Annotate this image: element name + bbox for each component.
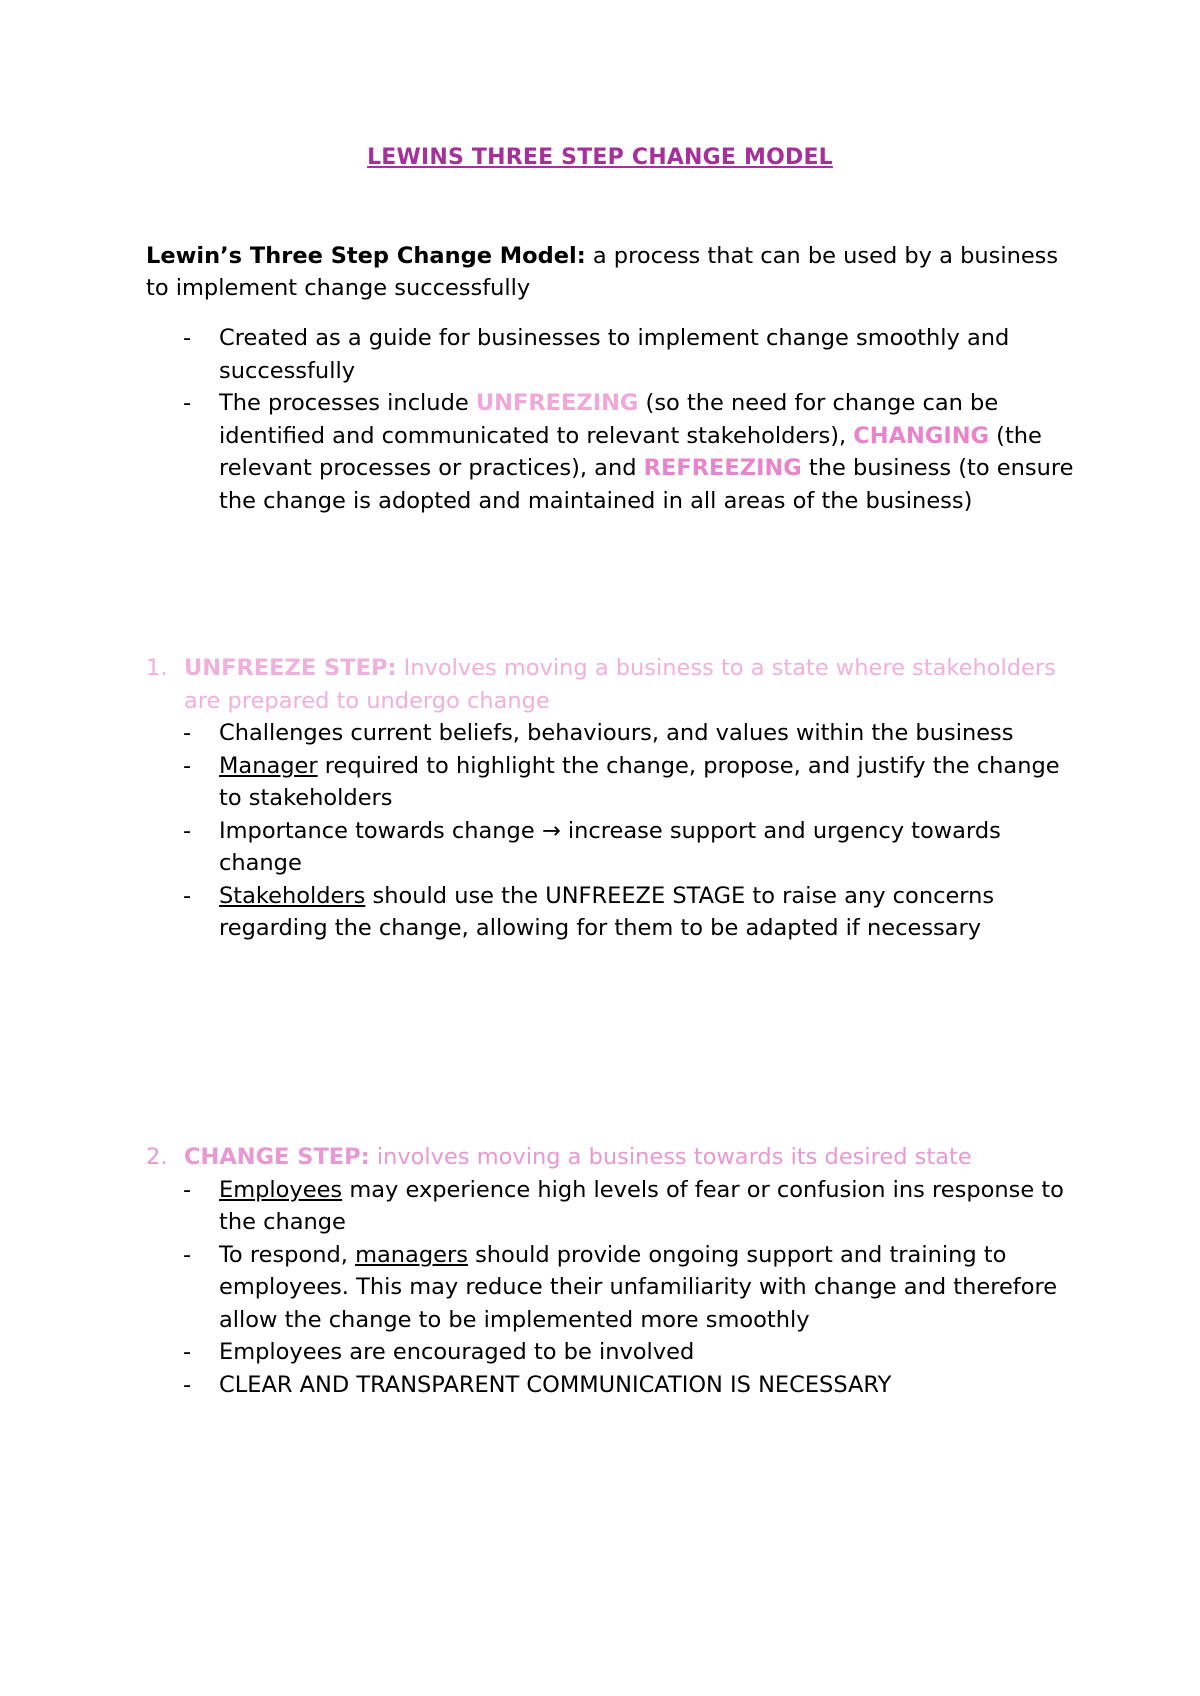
list-item-text: (so the need for change can be identified and communicated to relevant stakeholders), [219, 390, 999, 449]
step-number: 2. [146, 1144, 168, 1170]
list-item-text: Challenges current beliefs, behaviours, and values within the business [219, 720, 1014, 746]
list-item [146, 750, 1086, 815]
list-item [146, 1336, 1086, 1369]
list-item-text: should use the UNFREEZE STAGE to raise any concerns regarding the change, allowing for them to be adapted if necessary [219, 882, 995, 941]
dash-bullet: - [183, 720, 192, 746]
list-item [146, 322, 1086, 387]
underlined-term: Employees [219, 1176, 343, 1203]
step-number: 1. [146, 655, 168, 681]
dash-bullet: - [183, 752, 192, 779]
dash-bullet: - [183, 390, 192, 416]
step-bullets [146, 717, 1086, 945]
list-item [146, 1174, 1086, 1239]
dash-bullet: - [183, 1339, 192, 1365]
unfreeze-step-section [146, 652, 1086, 945]
list-item-text: should provide ongoing support and training to employees. This may reduce their unfamiliarity with change and therefore allow the change to be implemented more smoothly [219, 1241, 1058, 1333]
step-description: Involves moving a business to a state where stakeholders are prepared to undergo change [184, 655, 1056, 714]
step-description: involves moving a business towards its desired state [369, 1144, 972, 1170]
change-step-section [146, 1141, 1086, 1401]
step-label: CHANGE STEP: [184, 1144, 370, 1170]
page-title: LEWINS THREE STEP CHANGE MODEL [367, 145, 833, 170]
dash-bullet: - [183, 882, 192, 909]
keyword-changing: CHANGING [853, 422, 990, 449]
underlined-term: Stakeholders [219, 882, 366, 909]
step-heading [146, 1141, 1086, 1174]
overview-list [146, 322, 1086, 517]
keyword-refreezing: REFREEZING [643, 455, 802, 481]
list-item [146, 1239, 1086, 1337]
intro-paragraph [146, 240, 1066, 304]
overview-list-container [146, 322, 1086, 517]
underlined-term: Manager [219, 752, 318, 779]
dash-bullet: - [183, 325, 192, 351]
intro-term: Lewin’s Three Step Change Model: [146, 243, 586, 269]
list-item [146, 717, 1086, 750]
list-item-text: The processes include [219, 390, 476, 416]
list-item-text: (the relevant processes or practices), and [219, 422, 1042, 481]
dash-bullet: - [183, 1176, 192, 1203]
list-item-text: CLEAR AND TRANSPARENT COMMUNICATION IS NECESSARY [219, 1371, 892, 1398]
intro-definition: a process that can be used by a business to implement change successfully [146, 243, 1059, 301]
list-item [146, 387, 1086, 517]
step-label: UNFREEZE STEP: [184, 655, 397, 681]
step-bullets [146, 1174, 1086, 1402]
list-item-text: required to highlight the change, propose, and justify the change to stakeholders [219, 752, 1060, 811]
dash-bullet: - [183, 1241, 192, 1268]
list-item-text: Employees are encouraged to be involved [219, 1339, 695, 1365]
dash-bullet: - [183, 817, 192, 844]
list-item-text: the business (to ensure the change is adopted and maintained in all areas of the business) [219, 455, 1074, 514]
underlined-term: managers [355, 1241, 468, 1268]
list-item-text: may experience high levels of fear or confusion ins response to the change [219, 1176, 1064, 1235]
dash-bullet: - [183, 1371, 192, 1398]
list-item-text: Importance towards change → increase support and urgency towards change [219, 817, 1001, 876]
step-heading [146, 652, 1086, 717]
list-item [146, 880, 1086, 945]
list-item [146, 1369, 1086, 1402]
list-item-text: Created as a guide for businesses to implement change smoothly and successfully [219, 325, 1010, 384]
keyword-unfreezing: UNFREEZING [475, 390, 639, 416]
list-item-text: To respond, [219, 1241, 356, 1268]
list-item [146, 815, 1086, 880]
